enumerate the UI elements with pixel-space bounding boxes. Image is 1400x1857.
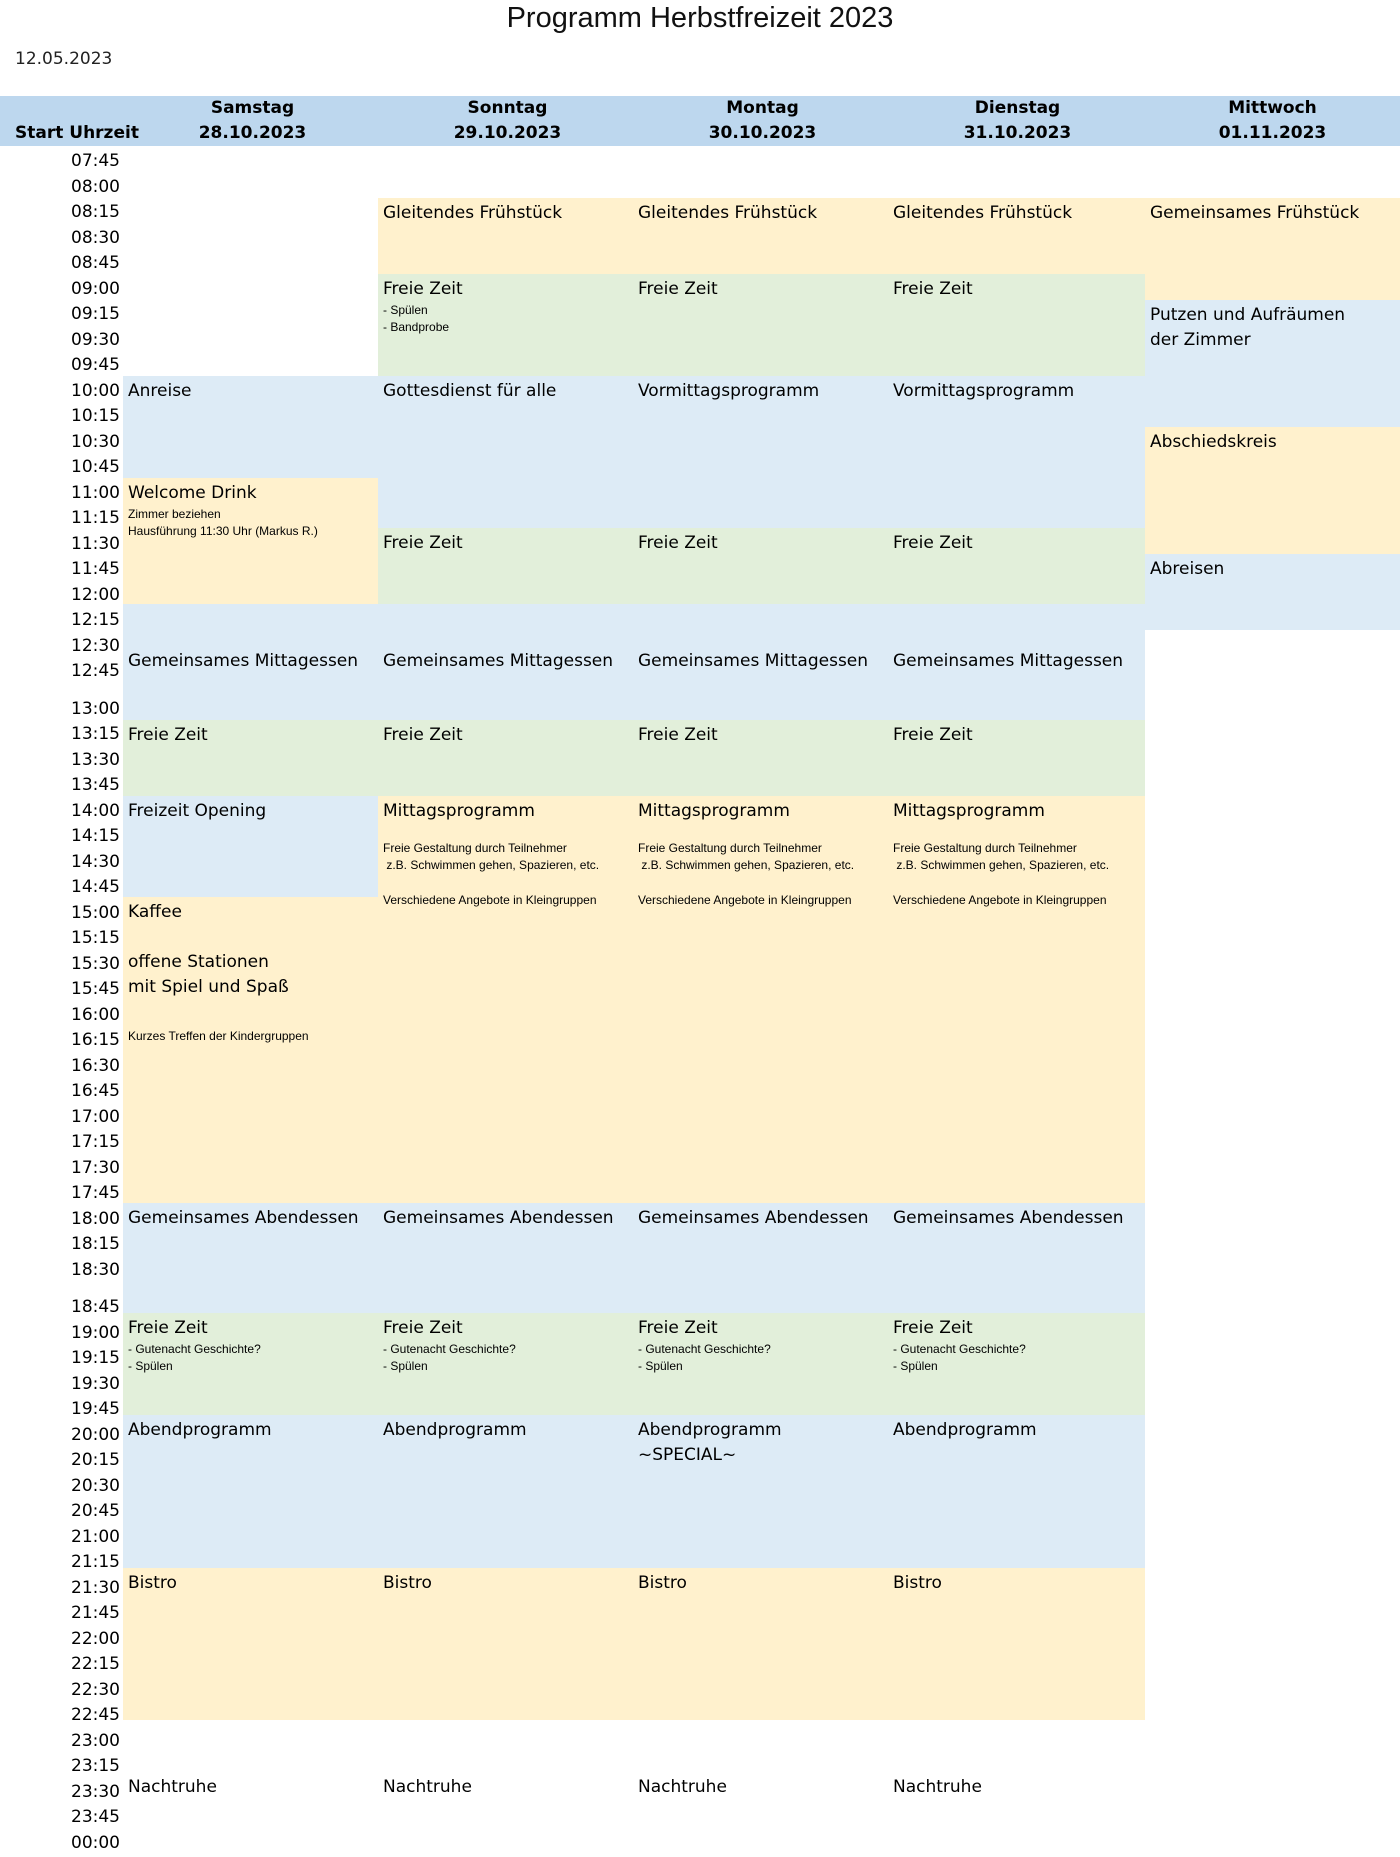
- time-slot: 23:45: [71, 1807, 120, 1827]
- block-note: - Spülen: [383, 1359, 428, 1373]
- block-title: Nachtruhe: [128, 1777, 217, 1797]
- wed-departure: [1145, 554, 1400, 630]
- block-title: Nachtruhe: [638, 1777, 727, 1797]
- time-slot: 13:30: [71, 749, 120, 770]
- time-slot: 15:00: [71, 902, 120, 923]
- time-slot: 16:15: [71, 1030, 120, 1050]
- block-title: Mittagsprogramm: [383, 801, 535, 821]
- mon-free-time-3: [633, 720, 888, 796]
- time-slot: 16:00: [71, 1004, 120, 1025]
- time-slot: 23:15: [71, 1756, 120, 1776]
- block-title: Vormittagsprogramm: [638, 381, 820, 401]
- time-slot: 21:00: [71, 1526, 120, 1547]
- sat-opening: [123, 796, 378, 897]
- time-slot: 09:45: [71, 355, 120, 375]
- time-slot: 00:00: [71, 1832, 120, 1853]
- time-slot: 13:15: [71, 724, 120, 744]
- time-slot: 09:15: [71, 304, 120, 324]
- block-note: z.B. Schwimmen gehen, Spazieren, etc.: [893, 858, 1110, 872]
- block-title: Gemeinsames Abendessen: [893, 1208, 1124, 1228]
- block-note: - Spülen: [638, 1359, 683, 1373]
- time-slot: 09:00: [71, 278, 120, 299]
- time-slot: 23:00: [71, 1730, 120, 1751]
- time-slot: 16:45: [71, 1081, 120, 1101]
- block-title: Gemeinsames Frühstück: [1150, 203, 1360, 223]
- time-slot: 18:00: [71, 1208, 120, 1229]
- time-slot: 22:45: [71, 1705, 120, 1725]
- time-slot: 22:30: [71, 1679, 120, 1700]
- tue-lunch: [888, 604, 1145, 720]
- time-slot: 14:45: [71, 877, 120, 897]
- wed-cleanup: [1145, 300, 1400, 427]
- day-name: Dienstag: [974, 98, 1061, 118]
- sat-dinner: [123, 1203, 378, 1313]
- time-slot: 11:45: [71, 559, 120, 579]
- sat-evening-free: [123, 1313, 378, 1415]
- time-slot: 13:45: [71, 775, 120, 795]
- sun-night-rest: [378, 1772, 633, 1802]
- sat-arrival: [123, 376, 378, 478]
- time-slot: 19:45: [71, 1399, 120, 1419]
- day-header-saturday: [125, 96, 380, 146]
- time-slot: 11:00: [71, 482, 120, 503]
- block-title: Freie Zeit: [893, 279, 973, 299]
- block-note: Kurzes Treffen der Kindergruppen: [128, 1029, 309, 1043]
- mon-breakfast: [633, 198, 888, 274]
- time-slot: 07:45: [71, 151, 120, 171]
- block-title: Bistro: [383, 1573, 432, 1593]
- time-slot: 12:00: [71, 584, 120, 605]
- block-note: z.B. Schwimmen gehen, Spazieren, etc.: [638, 858, 855, 872]
- time-slot: 15:30: [71, 953, 120, 974]
- block-title: Abschiedskreis: [1150, 432, 1277, 452]
- mon-afternoon-program: [633, 796, 888, 1203]
- block-title: mit Spiel und Spaß: [128, 977, 289, 997]
- time-slot: 08:15: [71, 202, 120, 222]
- sun-bistro: [378, 1568, 633, 1720]
- block-title: Nachtruhe: [383, 1777, 472, 1797]
- day-header-monday: [635, 96, 890, 146]
- time-slot: 21:45: [71, 1603, 120, 1623]
- time-slot: 10:00: [71, 380, 120, 401]
- time-slot: 12:45: [71, 661, 120, 681]
- time-slot: 18:30: [71, 1259, 120, 1280]
- time-slot: 08:45: [71, 253, 120, 273]
- block-title: Gemeinsames Mittagessen: [383, 651, 614, 671]
- tue-evening-program: [888, 1415, 1145, 1568]
- day-name: Montag: [726, 98, 799, 118]
- page-title: Programm Herbstfreizeit 2023: [506, 2, 894, 34]
- block-note: Verschiedene Angebote in Kleingruppen: [893, 893, 1107, 907]
- block-title: Freie Zeit: [638, 1318, 718, 1338]
- block-title: Gleitendes Frühstück: [893, 203, 1073, 223]
- time-slot: 20:00: [71, 1424, 120, 1445]
- time-slot: 08:00: [71, 176, 120, 197]
- block-title: Freizeit Opening: [128, 801, 267, 821]
- block-note: Zimmer beziehen: [128, 507, 221, 521]
- block-note: - Spülen: [383, 303, 428, 317]
- time-slot: 20:30: [71, 1475, 120, 1496]
- time-slot: 14:00: [71, 800, 120, 821]
- time-slot: 16:30: [71, 1055, 120, 1076]
- sat-night-rest: [123, 1772, 378, 1802]
- time-slot: 19:15: [71, 1348, 120, 1368]
- tue-breakfast: [888, 198, 1145, 274]
- block-note: - Gutenacht Geschichte?: [893, 1342, 1026, 1356]
- block-title: Abendprogramm: [638, 1420, 782, 1440]
- time-slot: 12:15: [71, 610, 120, 630]
- block-note: - Gutenacht Geschichte?: [638, 1342, 771, 1356]
- mon-dinner: [633, 1203, 888, 1313]
- sun-service: [378, 376, 633, 528]
- mon-free-time-2: [633, 528, 888, 604]
- sat-afternoon: [123, 897, 378, 1203]
- sun-breakfast: [378, 198, 633, 274]
- time-slot: 11:30: [71, 533, 120, 554]
- block-title: Abendprogramm: [128, 1420, 272, 1440]
- tue-morning-program: [888, 376, 1145, 528]
- tue-free-time-2: [888, 528, 1145, 604]
- sun-afternoon-program: [378, 796, 633, 1203]
- block-title: Mittagsprogramm: [893, 801, 1045, 821]
- block-title: Freie Zeit: [128, 725, 208, 745]
- block-title: Gottesdienst für alle: [383, 381, 557, 401]
- block-title: Abendprogramm: [383, 1420, 527, 1440]
- time-slot: 13:00: [71, 698, 120, 719]
- block-title: Bistro: [638, 1573, 687, 1593]
- sun-lunch: [378, 604, 633, 720]
- day-date: 01.11.2023: [1218, 123, 1327, 143]
- wed-breakfast: [1145, 198, 1400, 300]
- block-note: - Spülen: [128, 1359, 173, 1373]
- time-slot: 17:00: [71, 1106, 120, 1127]
- time-slot: 10:45: [71, 457, 120, 477]
- block-title: Freie Zeit: [383, 533, 463, 553]
- sat-free-time: [123, 720, 378, 796]
- block-note: Freie Gestaltung durch Teilnehmer: [638, 841, 822, 855]
- day-header-tuesday: [890, 96, 1145, 146]
- time-slot: 10:15: [71, 406, 120, 426]
- time-slot: 15:45: [71, 979, 120, 999]
- block-note: - Bandprobe: [383, 320, 450, 334]
- time-slot: 19:30: [71, 1373, 120, 1394]
- block-title: Freie Zeit: [383, 1318, 463, 1338]
- sun-free-time-2: [378, 528, 633, 604]
- time-slot: 20:15: [71, 1450, 120, 1470]
- block-title: Gemeinsames Mittagessen: [893, 651, 1124, 671]
- block-title: Abreisen: [1150, 559, 1225, 579]
- time-slot: 17:45: [71, 1183, 120, 1203]
- block-title: Kaffee: [128, 902, 182, 922]
- block-title: Gemeinsames Mittagessen: [128, 651, 359, 671]
- sun-free-time: [378, 274, 633, 376]
- block-title: Freie Zeit: [638, 279, 718, 299]
- block-note: Verschiedene Angebote in Kleingruppen: [383, 893, 597, 907]
- block-title: der Zimmer: [1150, 330, 1251, 350]
- tue-evening-free: [888, 1313, 1145, 1415]
- time-slot: 22:00: [71, 1628, 120, 1649]
- block-note: - Gutenacht Geschichte?: [128, 1342, 261, 1356]
- mon-bistro: [633, 1568, 888, 1720]
- block-title: Freie Zeit: [638, 725, 718, 745]
- day-date: 30.10.2023: [708, 123, 817, 143]
- block-title: Vormittagsprogramm: [893, 381, 1075, 401]
- day-date: 28.10.2023: [198, 123, 307, 143]
- block-title: Gleitendes Frühstück: [638, 203, 818, 223]
- block-title: Gleitendes Frühstück: [383, 203, 563, 223]
- time-slot: 09:30: [71, 329, 120, 350]
- tue-dinner: [888, 1203, 1145, 1313]
- mon-morning-program: [633, 376, 888, 528]
- block-note: - Spülen: [893, 1359, 938, 1373]
- special-label: ~SPECIAL~: [638, 1445, 737, 1465]
- mon-lunch: [633, 604, 888, 720]
- sat-evening-program: [123, 1415, 378, 1568]
- block-note: Hausführung 11:30 Uhr (Markus R.): [128, 524, 318, 538]
- time-slot: 18:15: [71, 1234, 120, 1254]
- block-note: - Gutenacht Geschichte?: [383, 1342, 516, 1356]
- day-date: 29.10.2023: [453, 123, 562, 143]
- time-slot: 11:15: [71, 508, 120, 528]
- day-date: 31.10.2023: [963, 123, 1072, 143]
- mon-free-time: [633, 274, 888, 376]
- sun-dinner: [378, 1203, 633, 1313]
- block-title: Mittagsprogramm: [638, 801, 790, 821]
- block-title: Putzen und Aufräumen: [1150, 305, 1346, 325]
- time-slot: 12:30: [71, 635, 120, 656]
- block-title: Abendprogramm: [893, 1420, 1037, 1440]
- sat-welcome-drink: [123, 478, 378, 604]
- day-header-wednesday: [1145, 96, 1400, 146]
- block-title: Freie Zeit: [893, 725, 973, 745]
- time-slot: 20:45: [71, 1501, 120, 1521]
- time-slot: 18:45: [71, 1297, 120, 1317]
- tue-free-time: [888, 274, 1145, 376]
- day-name: Mittwoch: [1228, 98, 1317, 118]
- block-title: Gemeinsames Mittagessen: [638, 651, 869, 671]
- block-note: z.B. Schwimmen gehen, Spazieren, etc.: [383, 858, 600, 872]
- tue-bistro: [888, 1568, 1145, 1720]
- block-title: Anreise: [128, 381, 192, 401]
- day-name: Sonntag: [467, 98, 548, 118]
- block-note: Freie Gestaltung durch Teilnehmer: [893, 841, 1077, 855]
- block-title: offene Stationen: [128, 952, 269, 972]
- day-header-sunday: [380, 96, 635, 146]
- sun-free-time-3: [378, 720, 633, 796]
- block-title: Gemeinsames Abendessen: [128, 1208, 359, 1228]
- time-slot: 10:30: [71, 431, 120, 452]
- document-date: 12.05.2023: [15, 49, 113, 69]
- block-title: Nachtruhe: [893, 1777, 982, 1797]
- time-slot: 23:30: [71, 1781, 120, 1802]
- wed-farewell-circle: [1145, 427, 1400, 554]
- time-slot: 15:15: [71, 928, 120, 948]
- time-slot: 17:30: [71, 1157, 120, 1178]
- time-slot: 17:15: [71, 1132, 120, 1152]
- block-title: Bistro: [128, 1573, 177, 1593]
- block-title: Gemeinsames Abendessen: [383, 1208, 614, 1228]
- block-title: Freie Zeit: [893, 533, 973, 553]
- mon-night-rest: [633, 1772, 888, 1802]
- block-title: Freie Zeit: [383, 725, 463, 745]
- block-note: Verschiedene Angebote in Kleingruppen: [638, 893, 852, 907]
- time-slot: 21:30: [71, 1577, 120, 1598]
- time-slot: 22:15: [71, 1654, 120, 1674]
- block-title: Welcome Drink: [128, 483, 257, 503]
- time-slot: 19:00: [71, 1322, 120, 1343]
- block-note: Freie Gestaltung durch Teilnehmer: [383, 841, 567, 855]
- time-slot: 08:30: [71, 227, 120, 248]
- tue-night-rest: [888, 1772, 1145, 1802]
- block-title: Freie Zeit: [383, 279, 463, 299]
- sun-evening-program: [378, 1415, 633, 1568]
- time-slot: 14:30: [71, 851, 120, 872]
- day-name: Samstag: [210, 98, 295, 118]
- block-title: Freie Zeit: [638, 533, 718, 553]
- sat-bistro: [123, 1568, 378, 1720]
- time-slot: 14:15: [71, 826, 120, 846]
- sat-lunch: [123, 604, 378, 720]
- block-title: Freie Zeit: [893, 1318, 973, 1338]
- start-time-label: Start Uhrzeit: [15, 123, 139, 143]
- block-title: Bistro: [893, 1573, 942, 1593]
- time-slot: 21:15: [71, 1552, 120, 1572]
- tue-afternoon-program: [888, 796, 1145, 1203]
- block-title: Gemeinsames Abendessen: [638, 1208, 869, 1228]
- mon-evening-free: [633, 1313, 888, 1415]
- sun-evening-free: [378, 1313, 633, 1415]
- block-title: Freie Zeit: [128, 1318, 208, 1338]
- mon-evening-program: [633, 1415, 888, 1568]
- tue-free-time-3: [888, 720, 1145, 796]
